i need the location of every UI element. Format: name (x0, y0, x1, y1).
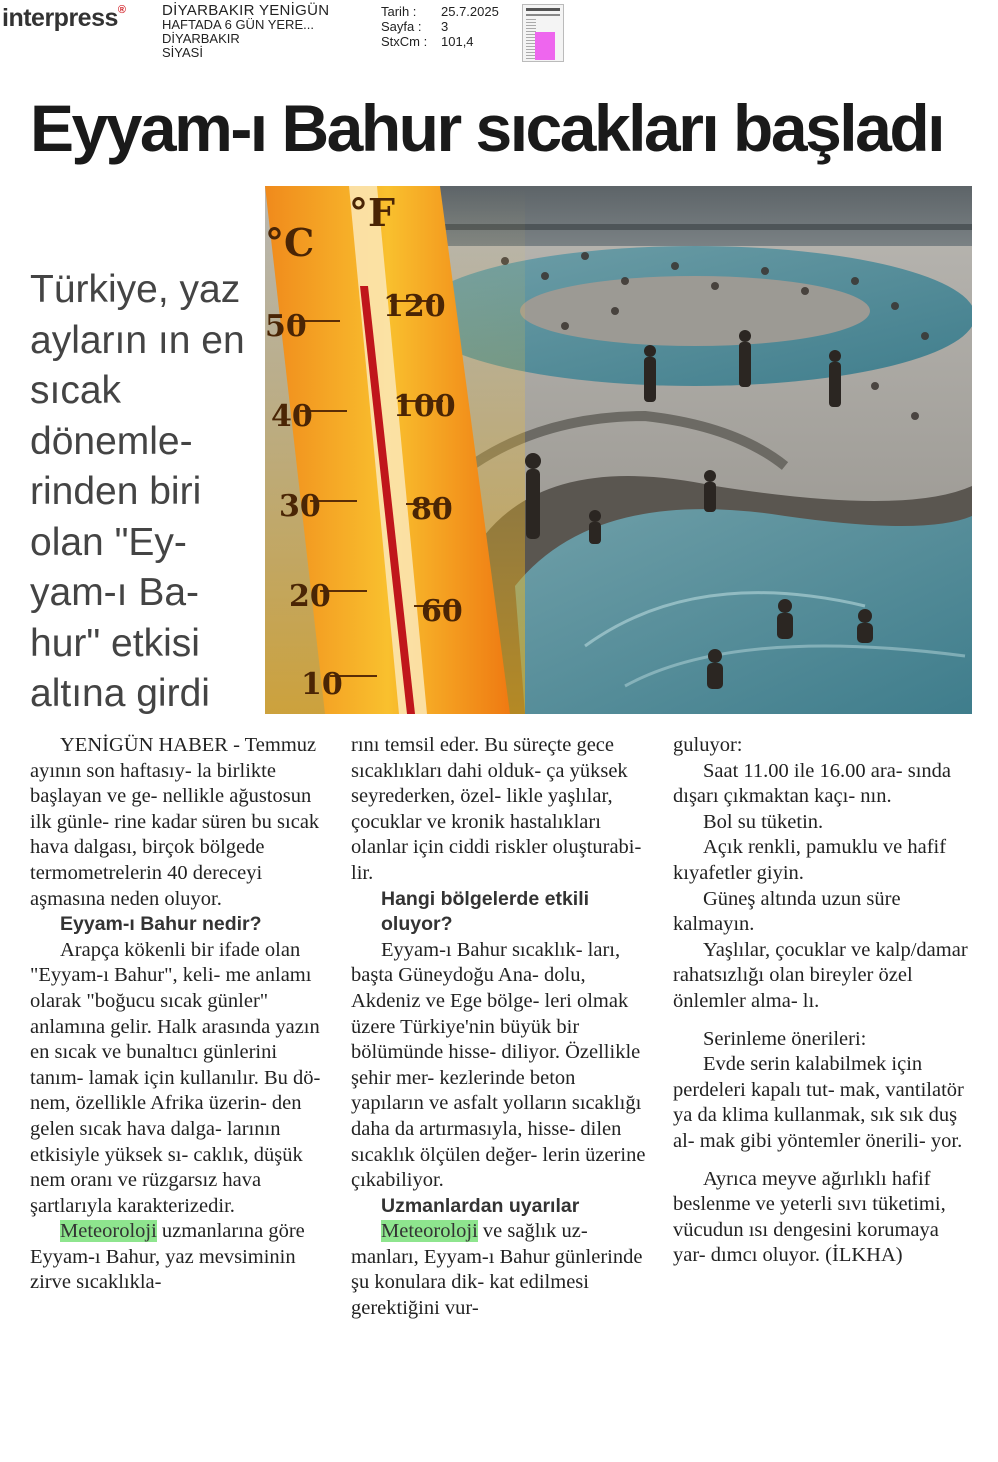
paragraph: Yaşlılar, çocuklar ve kalp/damar rahatsızlığı olan bireyler özel önlemler alma- lı. (673, 938, 968, 1012)
article-column-1 (30, 733, 326, 1296)
subheading: Eyyam-ı Bahur nedir? (60, 913, 262, 936)
article-column-3 (673, 733, 971, 1269)
date-value: 25.7.2025 (441, 4, 499, 19)
publication-name: DİYARBAKIR YENİGÜN (162, 2, 330, 19)
scale-c-1: 40 (271, 399, 313, 434)
thermometer-fahrenheit-label: °F (349, 190, 395, 235)
page-thumbnail[interactable] (522, 4, 564, 62)
stxcm-value: 101,4 (441, 34, 474, 49)
paragraph: Arapça kökenli bir ifade olan "Eyyam-ı Bahur", keli- me anlamı olarak "boğucu sıcak günler" anlamına gelir. Halk arasında yazın en sıcak ve bunaltıcı günlerini tanım- lamak için kullanılır. Bu dö- nem, özellikle Afrika üzerin- den gelen sıcak hava dalga- larının etkisiyle yüksek sı- caklık, düşük nem oranı ve rüzgarsız hava şartlarıyla karakterizedir. (30, 938, 321, 1217)
paragraph-text: ve sağlık uz- manları, Eyyam-ı Bahur günlerinde şu konulara dik- kat edilmesi gerektiğini vur- (351, 1220, 643, 1320)
logo-registered-mark: ® (117, 4, 126, 16)
scale-f-3: 60 (421, 594, 463, 629)
paragraph (30, 1219, 326, 1296)
scale-c-2: 30 (279, 489, 321, 524)
subheading: Uzmanlardan uyarılar (381, 1194, 580, 1217)
scale-f-2: 80 (411, 492, 453, 527)
paragraph: Evde serin kalabilmek için perdeleri kapalı tut- mak, vantilatör ya da klima kullanmak, sık sık duş al- mak gibi yöntemler önerili- yor. (673, 1053, 964, 1152)
thermometer-celsius-label: °C (265, 220, 315, 265)
scale-f-1: 100 (393, 389, 456, 424)
paragraph (351, 1219, 647, 1321)
paragraph-text: uzmanlarına göre Eyyam-ı Bahur, yaz mevsiminin zirve sıcaklıkla- (30, 1220, 305, 1294)
article-photo (265, 186, 972, 714)
publication-info (162, 4, 329, 60)
clipping-meta (381, 4, 499, 49)
paragraph: Açık renkli, pamuklu ve hafif kıyafetler giyin. (673, 836, 947, 884)
article-column-2 (351, 733, 647, 1322)
scale-c-3: 20 (289, 579, 331, 614)
paragraph: Ayrıca meyve ağırlıklı hafif beslenme ve yeterli sıvı tüketimi, vücudun ısı dengesini korumaya yar- dımcı oluyor. (İLKHA) (673, 1167, 946, 1267)
photo-illustration (265, 186, 972, 714)
publication-city: DİYARBAKIR (162, 31, 240, 46)
paragraph: Eyyam-ı Bahur sıcaklık- ları, başta Güneydoğu Ana- dolu, Akdeniz ve Ege bölge- leri olmak üzere Türkiye'nin büyük bir bölümünde hisse- diliyor. Özellikle şehir mer- kezlerinde beton yapıların ve asfalt yolların sıcaklığı daha da artırmasıyla, hisse- dilen sıcaklık ölçülen değer- lerin üzerine çıkabiliyor. (351, 938, 646, 1192)
article-deck: Türkiye, yaz ayların ın en sıcak dönemle- rinden biri olan "Ey- yam-ı Ba- hur" etkisi altına girdi (30, 268, 245, 715)
keyword-highlight: Meteoroloji (381, 1220, 478, 1243)
date-label: Tarih : (381, 4, 417, 19)
page-label: Sayfa : (381, 19, 422, 34)
paragraph: Serinleme önerileri: (703, 1027, 867, 1050)
paragraph: guluyor: (673, 734, 743, 756)
publication-frequency: HAFTADA 6 GÜN YERE... (162, 17, 314, 32)
paragraph: Bol su tüketin. (703, 810, 824, 833)
subheading: Hangi bölgelerde etkili oluyor? (381, 887, 590, 936)
stxcm-label: StxCm : (381, 34, 428, 49)
interpress-logo (2, 4, 126, 33)
scale-c-0: 50 (265, 309, 307, 344)
article-headline: Eyyam-ı Bahur sıcakları başladı (30, 91, 943, 165)
paragraph: Saat 11.00 ile 16.00 ara- sında dışarı çıkmaktan kaçı- nın. (673, 759, 952, 808)
clipping-header (0, 0, 998, 70)
scale-c-4: 10 (301, 667, 343, 702)
article-location-highlight (535, 32, 555, 60)
paragraph: YENİGÜN HABER - Temmuz ayının son haftasıy- la birlikte başlayan ve ge- nellikle ağustosun ilk günle- rine kadar süren bu sıcak hava dalgası, birçok bölgede termometrelerin 40 dereceyi aşmasına neden oluyor. (30, 734, 320, 910)
logo-text: interpress (2, 4, 118, 32)
paragraph: rını temsil eder. Bu süreçte gece sıcaklıkları dahi olduk- ça yüksek seyrederken, özel- likle yaşlılar, çocuklar ve kronik hastalıkları olanlar için ciddi riskler oluşturabi- lir. (351, 734, 642, 884)
keyword-highlight: Meteoroloji (60, 1220, 157, 1243)
paragraph: Güneş altında uzun süre kalmayın. (673, 887, 901, 936)
scale-f-0: 120 (383, 289, 446, 324)
publication-category: SİYASİ (162, 45, 203, 60)
page-value: 3 (441, 19, 449, 34)
